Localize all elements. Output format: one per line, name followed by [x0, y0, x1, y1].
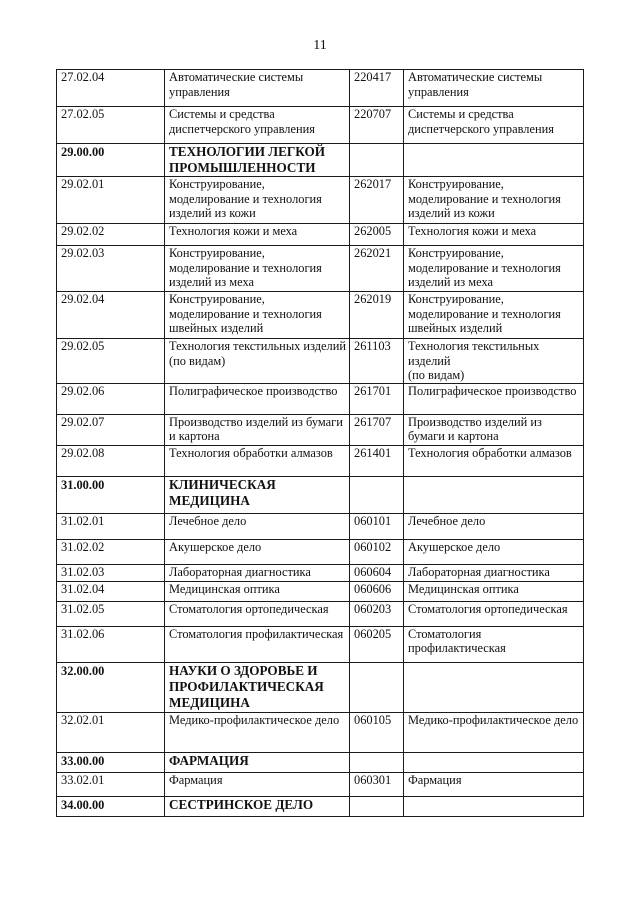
table-group-row: [57, 796, 584, 816]
old-code-cell: 060203: [350, 601, 404, 626]
table-row: [57, 772, 584, 796]
table-row: [57, 383, 584, 414]
table-group-row: [57, 476, 584, 513]
old-name-cell: Технология текстильных изделий (по видам): [404, 339, 584, 384]
code-cell: 29.02.03: [57, 246, 165, 292]
old-code-cell: 060606: [350, 581, 404, 601]
name-cell: КЛИНИЧЕСКАЯ МЕДИЦИНА: [165, 476, 350, 513]
old-name-cell: Конструирование, моделирование и технология изделий из меха: [404, 246, 584, 292]
old-code-cell: [350, 796, 404, 816]
table-row: [57, 539, 584, 564]
old-code-cell: 261701: [350, 383, 404, 414]
name-cell: Фармация: [165, 772, 350, 796]
old-code-cell: 220417: [350, 70, 404, 107]
page-number: 11: [313, 38, 327, 53]
old-code-cell: 261103: [350, 339, 404, 384]
code-cell: 31.02.06: [57, 626, 165, 662]
code-cell: 33.00.00: [57, 752, 165, 772]
old-code-cell: 060102: [350, 539, 404, 564]
old-code-cell: [350, 662, 404, 712]
code-cell: 27.02.05: [57, 107, 165, 144]
name-cell: Стоматология ортопедическая: [165, 601, 350, 626]
old-name-cell: Полиграфическое производство: [404, 383, 584, 414]
old-code-cell: [350, 752, 404, 772]
old-name-cell: [404, 752, 584, 772]
old-code-cell: 261401: [350, 445, 404, 476]
code-cell: 29.02.01: [57, 177, 165, 224]
old-code-cell: 220707: [350, 107, 404, 144]
old-name-cell: Технология обработки алмазов: [404, 445, 584, 476]
code-cell: 29.00.00: [57, 144, 165, 177]
code-cell: 31.02.04: [57, 581, 165, 601]
table-row: [57, 292, 584, 339]
old-name-cell: Лечебное дело: [404, 513, 584, 539]
old-code-cell: 060604: [350, 564, 404, 581]
old-name-cell: Медико-профилактическое дело: [404, 712, 584, 752]
name-cell: Системы и средства диспетчерского управления: [165, 107, 350, 144]
name-cell: НАУКИ О ЗДОРОВЬЕ И ПРОФИЛАКТИЧЕСКАЯ МЕДИЦИНА: [165, 662, 350, 712]
old-code-cell: 262005: [350, 224, 404, 246]
code-cell: 31.00.00: [57, 476, 165, 513]
code-cell: 29.02.05: [57, 339, 165, 384]
old-code-cell: 262017: [350, 177, 404, 224]
table-row: [57, 224, 584, 246]
old-name-cell: Акушерское дело: [404, 539, 584, 564]
name-cell: ТЕХНОЛОГИИ ЛЕГКОЙ ПРОМЫШЛЕННОСТИ: [165, 144, 350, 177]
old-name-cell: Лабораторная диагностика: [404, 564, 584, 581]
table-row: [57, 107, 584, 144]
old-code-cell: 262019: [350, 292, 404, 339]
name-cell: Лечебное дело: [165, 513, 350, 539]
code-cell: 29.02.07: [57, 414, 165, 445]
name-cell: Медицинская оптика: [165, 581, 350, 601]
name-cell: Лабораторная диагностика: [165, 564, 350, 581]
code-cell: 29.02.06: [57, 383, 165, 414]
name-cell: Технология обработки алмазов: [165, 445, 350, 476]
old-code-cell: 262021: [350, 246, 404, 292]
table-row: [57, 513, 584, 539]
old-code-cell: 060105: [350, 712, 404, 752]
table-row: [57, 246, 584, 292]
name-cell: Стоматология профилактическая: [165, 626, 350, 662]
old-code-cell: 060205: [350, 626, 404, 662]
old-name-cell: Технология кожи и меха: [404, 224, 584, 246]
name-cell: Конструирование, моделирование и технология швейных изделий: [165, 292, 350, 339]
old-name-cell: Фармация: [404, 772, 584, 796]
name-cell: ФАРМАЦИЯ: [165, 752, 350, 772]
old-code-cell: 060301: [350, 772, 404, 796]
code-cell: 27.02.04: [57, 70, 165, 107]
code-cell: 29.02.04: [57, 292, 165, 339]
code-cell: 29.02.02: [57, 224, 165, 246]
name-cell: Технология кожи и меха: [165, 224, 350, 246]
old-name-cell: Стоматология профилактическая: [404, 626, 584, 662]
old-name-cell: Конструирование, моделирование и технология швейных изделий: [404, 292, 584, 339]
name-cell: Технология текстильных изделий (по видам): [165, 339, 350, 384]
table-row: [57, 564, 584, 581]
old-name-cell: [404, 796, 584, 816]
table-row: [57, 339, 584, 384]
old-code-cell: 261707: [350, 414, 404, 445]
old-name-cell: Автоматические системы управления: [404, 70, 584, 107]
table-row: [57, 414, 584, 445]
old-name-cell: [404, 662, 584, 712]
old-name-cell: Стоматология ортопедическая: [404, 601, 584, 626]
old-code-cell: [350, 476, 404, 513]
name-cell: Производство изделий из бумаги и картона: [165, 414, 350, 445]
code-cell: 31.02.02: [57, 539, 165, 564]
table-body: [57, 70, 584, 817]
code-cell: 31.02.03: [57, 564, 165, 581]
name-cell: СЕСТРИНСКОЕ ДЕЛО: [165, 796, 350, 816]
table-row: [57, 70, 584, 107]
code-cell: 31.02.01: [57, 513, 165, 539]
old-code-cell: [350, 144, 404, 177]
code-cell: 31.02.05: [57, 601, 165, 626]
code-cell: 34.00.00: [57, 796, 165, 816]
old-name-cell: [404, 476, 584, 513]
code-cell: 33.02.01: [57, 772, 165, 796]
table-row: [57, 626, 584, 662]
table-group-row: [57, 752, 584, 772]
old-name-cell: Конструирование, моделирование и технология изделий из кожи: [404, 177, 584, 224]
old-code-cell: 060101: [350, 513, 404, 539]
name-cell: Конструирование, моделирование и технология изделий из меха: [165, 246, 350, 292]
table-row: [57, 445, 584, 476]
name-cell: Медико-профилактическое дело: [165, 712, 350, 752]
old-name-cell: Медицинская оптика: [404, 581, 584, 601]
table-row: [57, 601, 584, 626]
table-group-row: [57, 662, 584, 712]
name-cell: Конструирование, моделирование и технология изделий из кожи: [165, 177, 350, 224]
name-cell: Акушерское дело: [165, 539, 350, 564]
table-group-row: [57, 144, 584, 177]
specialties-table: [56, 69, 584, 817]
table-row: [57, 581, 584, 601]
code-cell: 29.02.08: [57, 445, 165, 476]
old-name-cell: [404, 144, 584, 177]
name-cell: Автоматические системы управления: [165, 70, 350, 107]
code-cell: 32.00.00: [57, 662, 165, 712]
table-row: [57, 177, 584, 224]
code-cell: 32.02.01: [57, 712, 165, 752]
old-name-cell: Системы и средства диспетчерского управления: [404, 107, 584, 144]
name-cell: Полиграфическое производство: [165, 383, 350, 414]
old-name-cell: Производство изделий из бумаги и картона: [404, 414, 584, 445]
table-row: [57, 712, 584, 752]
